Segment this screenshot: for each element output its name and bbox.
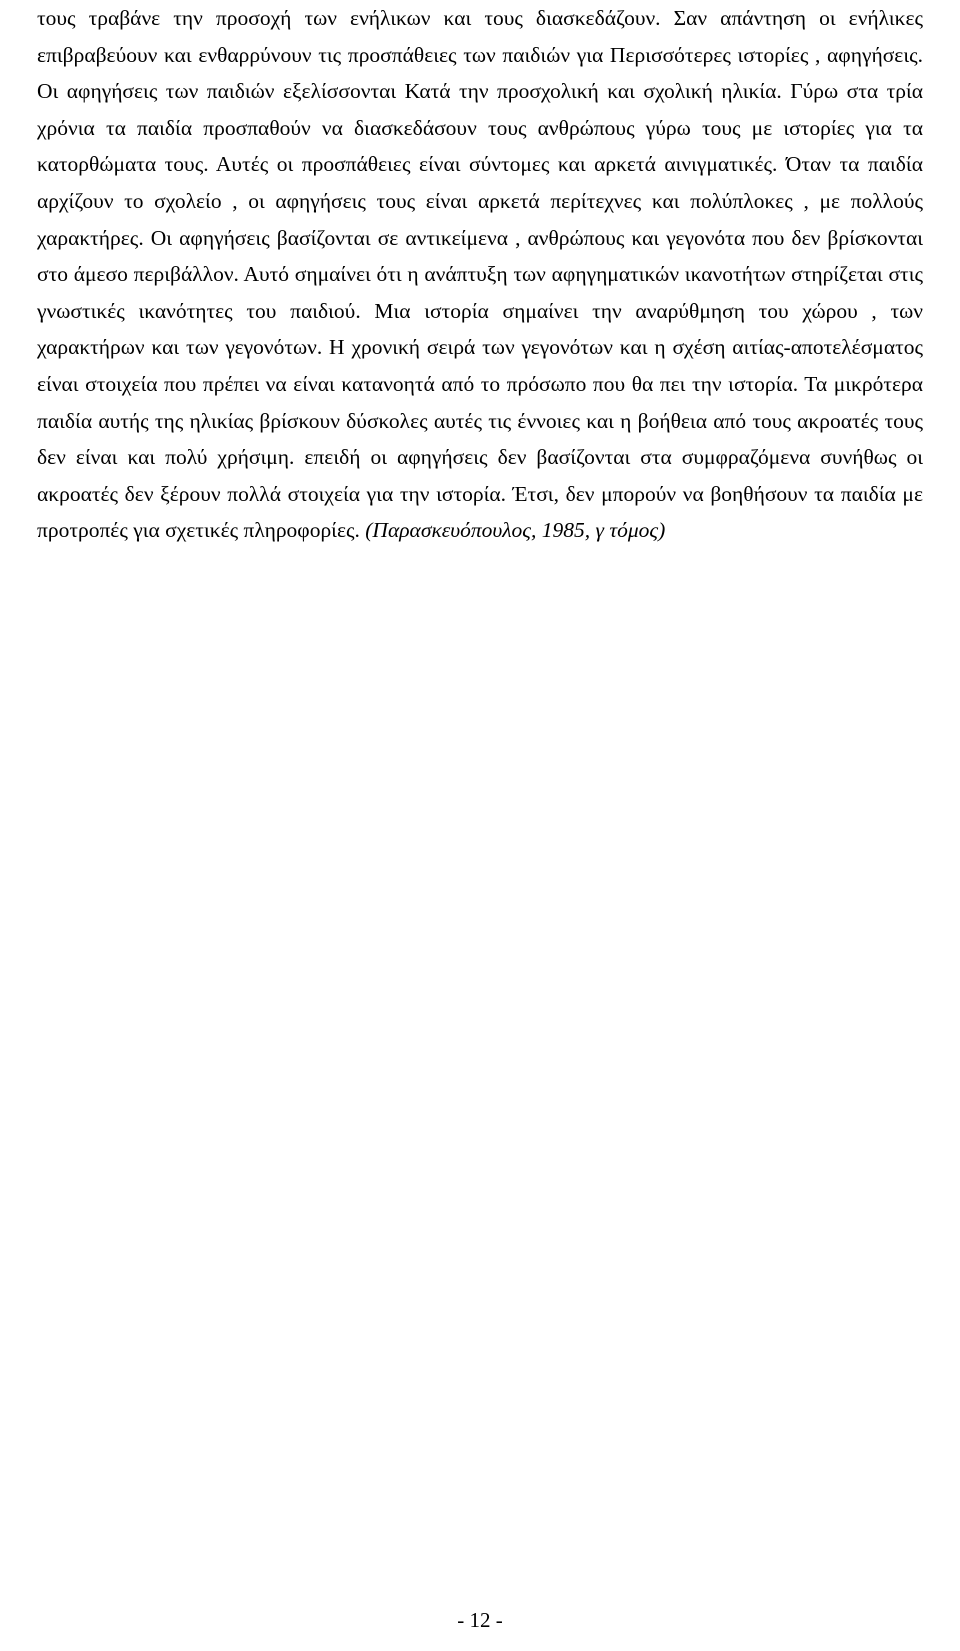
citation: (Παρασκευόπουλος, 1985, γ τόμος) — [365, 518, 666, 543]
paragraph-text: τους τραβάνε την προσοχή των ενήλικων και τους διασκεδάζουν. Σαν απάντηση οι ενήλικες επιβραβεύουν και ενθαρρύνουν τις προσπάθειες των παιδιών για Περισσότερες ιστορίες , αφηγήσεις. Οι αφηγήσεις των παιδιών εξελίσσονται Κατά την προσχολική και σχολική ηλικία. Γύρω στα τρία χρόνια τα παιδία προσπαθούν να διασκεδάσουν τους ανθρώπους γύρω τους με ιστορίες για τα κατορθώματα τους. Αυτές οι προσπάθειες είναι σύντομες και αρκετά αινιγματικές. Όταν τα παιδία αρχίζουν το σχολείο , οι αφηγήσεις τους είναι αρκετά περίτεχνες και πολύπλοκες , με πολλούς χαρακτήρες. Οι αφηγήσεις βασίζονται σε αντικείμενα , ανθρώπους και γεγονότα που δεν βρίσκονται στο άμεσο περιβάλλον. Αυτό σημαίνει ότι η ανάπτυξη των αφηγηματικών ικανοτήτων στηρίζεται στις γνωστικές ικανότητες του παιδιού. Μια ιστορία σημαίνει την αναρύθμηση του χώρου , των χαρακτήρων και των γεγονότων. Η χρονική σειρά των γεγονότων και η σχέση αιτίας-αποτελέσματος είναι στοιχεία που πρέπει να είναι κατανοητά από το πρόσωπο που θα πει την ιστορία. Τα μικρότερα παιδία αυτής της ηλικίας βρίσκουν δύσκολες αυτές τις έννοιες και η βοήθεια από τους ακροατές τους δεν είναι και πολύ χρήσιμη. επειδή οι αφηγήσεις δεν βασίζονται στα συμφραζόμενα συνήθως οι ακροατές δεν ξέρουν πολλά στοιχεία για την ιστορία. Έτσι, δεν μπορούν να βοηθήσουν τα παιδία με προτροπές για σχετικές πληροφορίες. — [37, 6, 923, 543]
page-number: - 12 - — [457, 1608, 503, 1632]
page-number-footer — [0, 1607, 960, 1633]
body-paragraph — [37, 0, 923, 549]
